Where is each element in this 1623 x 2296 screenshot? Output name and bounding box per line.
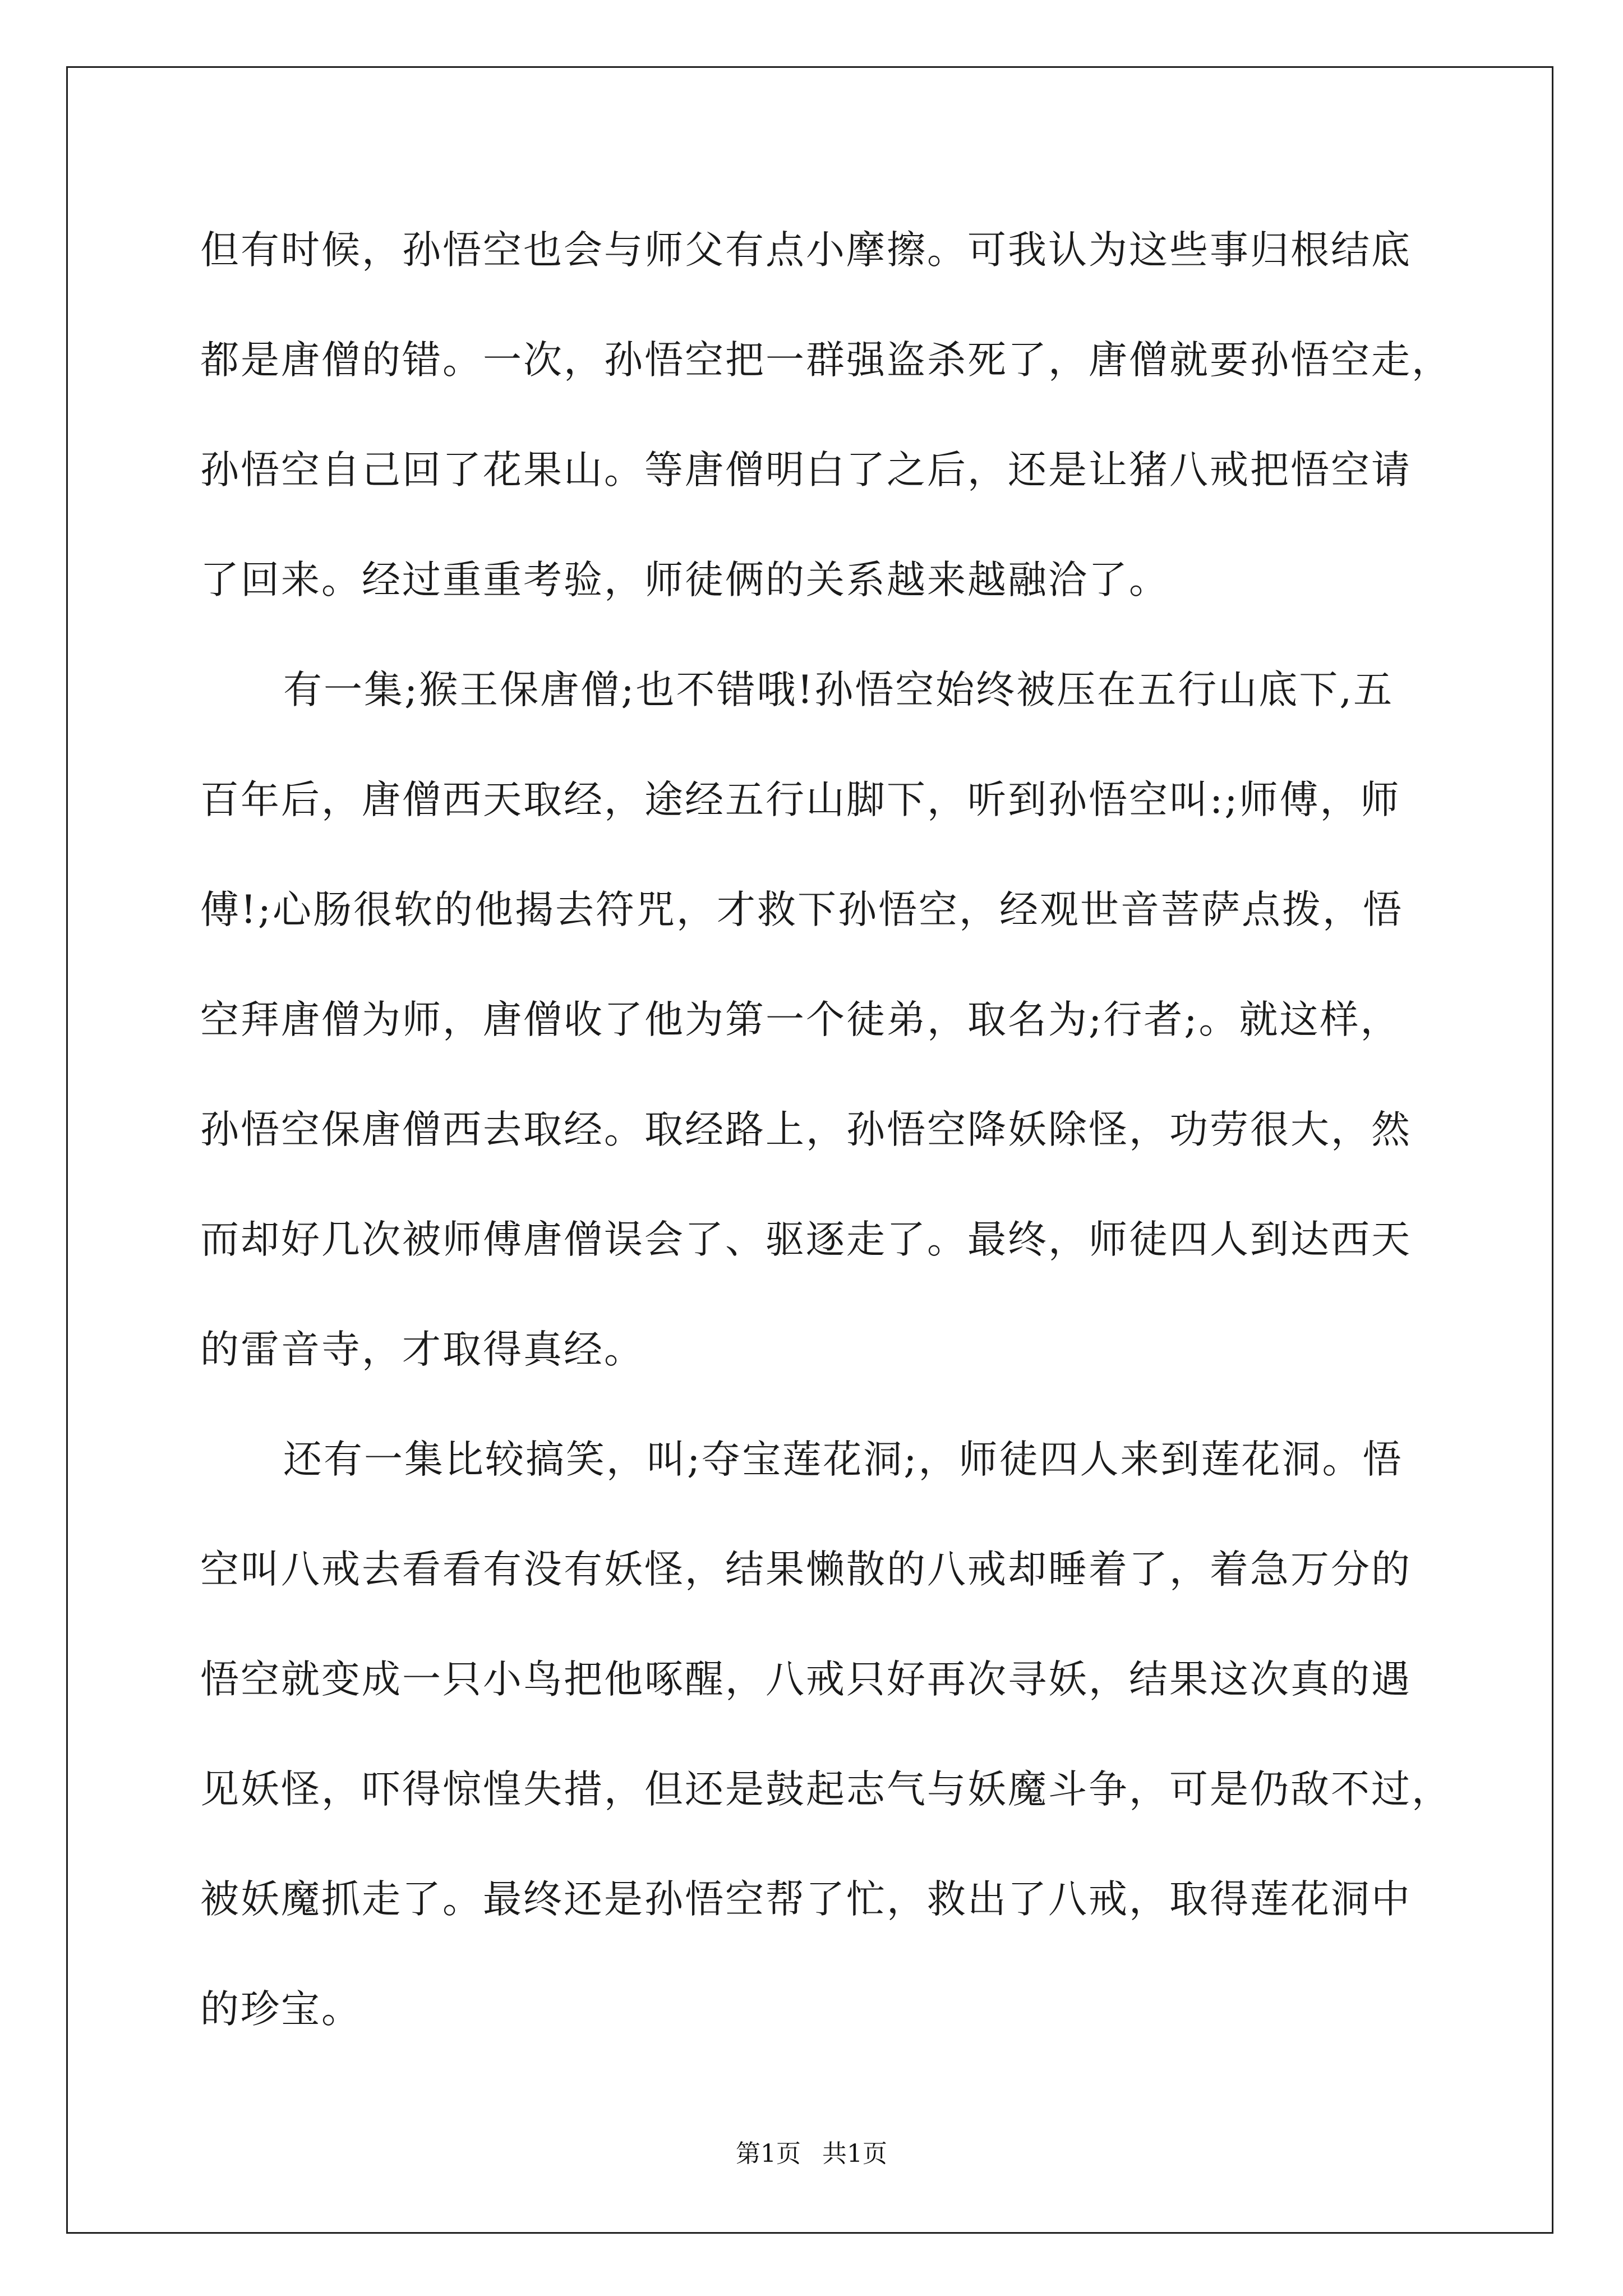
text-line: 被妖魔抓走了。最终还是孙悟空帮了忙，救出了八戒，取得莲花洞中 [200, 1877, 1412, 1922]
text-line: 悟空就变成一只小鸟把他啄醒，八戒只好再次寻妖，结果这次真的遇 [200, 1657, 1412, 1702]
text-line: 孙悟空自己回了花果山。等唐僧明白了之后，还是让猪八戒把悟空请 [200, 448, 1412, 493]
text-line: 了回来。经过重重考验，师徒俩的关系越来越融洽了。 [200, 558, 1169, 602]
page-footer [0, 2137, 1623, 2171]
text-line: 但有时候，孙悟空也会与师父有点小摩擦。可我认为这些事归根结底 [200, 228, 1412, 273]
text-line: 百年后，唐僧西天取经，途经五行山脚下，听到孙悟空叫:;师傅，师 [200, 777, 1401, 822]
text-line: 的珍宝。 [200, 1987, 362, 2032]
text-line: 还有一集比较搞笑，叫;夺宝莲花洞;，师徒四人来到莲花洞。悟 [283, 1437, 1403, 1482]
text-line: 空拜唐僧为师，唐僧收了他为第一个徒弟，取名为;行者;。就这样， [200, 997, 1401, 1042]
text-line: 傅!;心肠很软的他揭去符咒，才救下孙悟空，经观世音菩萨点拨，悟 [200, 887, 1403, 932]
text-line: 而却好几次被师傅唐僧误会了、驱逐走了。最终，师徒四人到达西天 [200, 1217, 1412, 1262]
text-line: 都是唐僧的错。一次，孙悟空把一群强盗杀死了，唐僧就要孙悟空走， [200, 338, 1452, 383]
text-line: 空叫八戒去看看有没有妖怪，结果懒散的八戒却睡着了，着急万分的 [200, 1547, 1412, 1592]
text-line: 有一集;猴王保唐僧;也不错哦!孙悟空始终被压在五行山底下,五 [283, 668, 1394, 712]
text-line: 见妖怪，吓得惊惶失措，但还是鼓起志气与妖魔斗争，可是仍敌不过， [200, 1767, 1452, 1812]
text-line: 的雷音寺，才取得真经。 [200, 1327, 644, 1372]
page-number: 第1页 [736, 2139, 801, 2168]
text-line: 孙悟空保唐僧西去取经。取经路上，孙悟空降妖除怪，功劳很大，然 [200, 1107, 1412, 1152]
page-total: 共1页 [822, 2139, 887, 2168]
document-body [200, 217, 1451, 2086]
